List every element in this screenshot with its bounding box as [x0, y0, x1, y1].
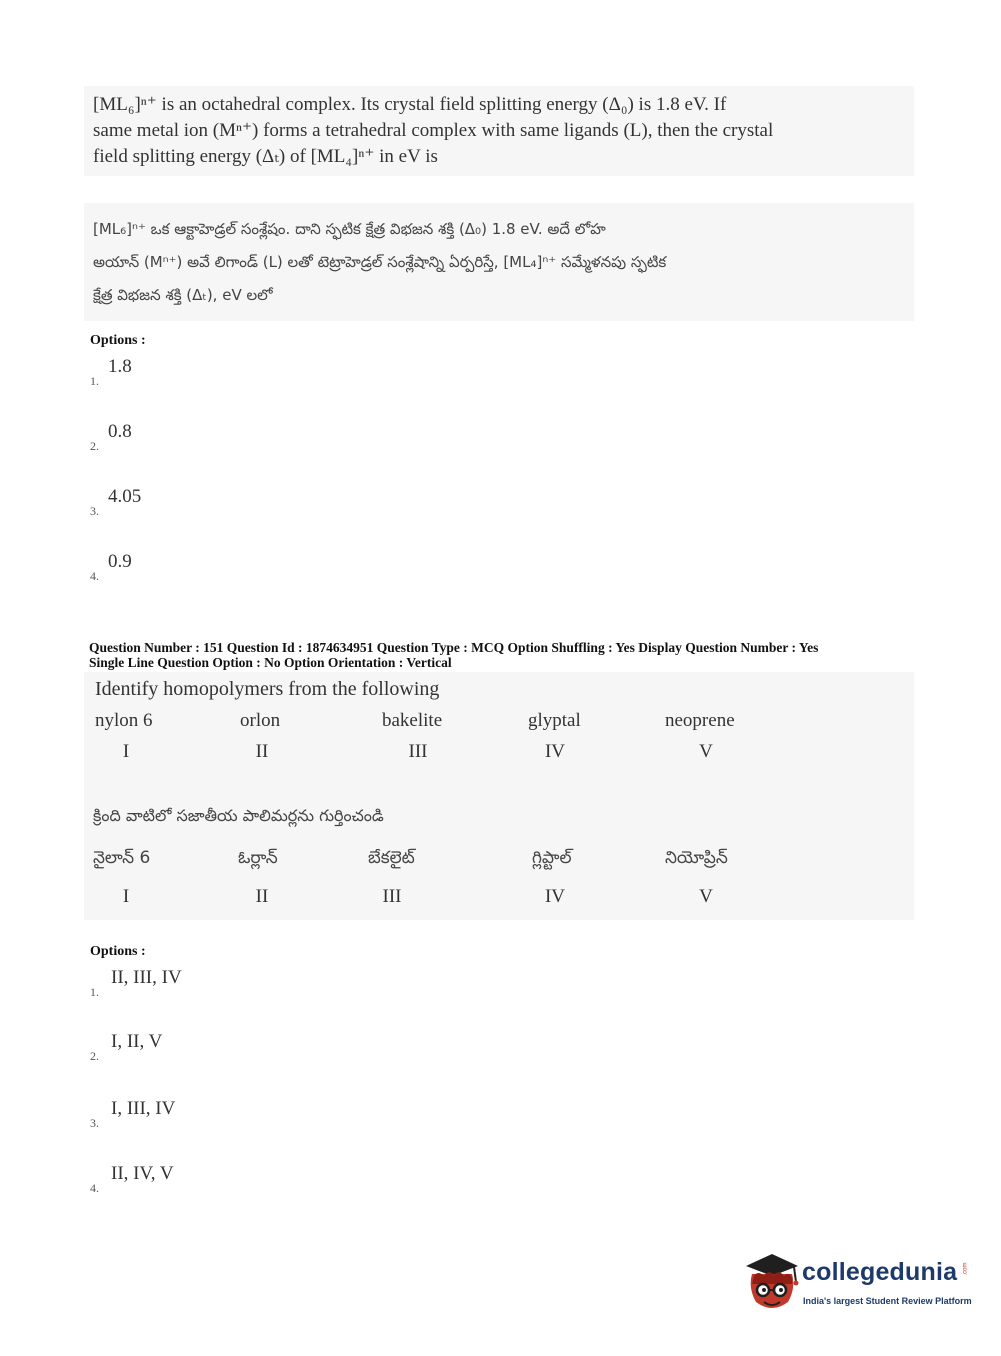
question2-telugu-polymer-row — [95, 848, 795, 876]
question2-polymer-row — [95, 710, 795, 738]
question2-meta-line: Single Line Question Option : No Option Orientation : Vertical — [89, 655, 452, 670]
question1-telugu-line: క్షేత్ర విభజన శక్తి (Δₜ), eV లలో — [93, 286, 273, 304]
question2-title: Identify homopolymers from the following — [95, 678, 440, 700]
polymer-name: orlon — [240, 710, 281, 731]
option-number: 4. — [90, 569, 99, 583]
question2-telugu-numeral-row — [95, 886, 795, 914]
option-value: I, II, V — [111, 1031, 163, 1052]
option-value: I, III, IV — [111, 1098, 176, 1119]
question2-meta-line: Question Number : 151 Question Id : 1874634951 Question Type : MCQ Option Shuffling : Yes Display Question Number : Yes — [89, 640, 819, 655]
polymer-name: neoprene — [665, 710, 735, 731]
polymer-name: bakelite — [382, 710, 443, 731]
polymer-name: nylon 6 — [95, 710, 153, 731]
question2-numeral-row — [95, 741, 795, 769]
question1-telugu-line: అయాన్ (Mⁿ⁺) అవే లిగాండ్ (L) లతో టెట్రాహెడ్రల్ సంశ్లేషాన్ని ఏర్పరిస్తే, [ML₄]ⁿ⁺ సమ్మేళనపు స్ఫటిక — [93, 253, 667, 271]
polymer-numeral: III — [408, 741, 428, 762]
brand-name: collegedunia — [802, 1258, 958, 1286]
option-number: 2. — [90, 439, 99, 453]
polymer-numeral: V — [699, 741, 713, 762]
question1-options-label: Options : — [90, 333, 146, 348]
option-value: II, IV, V — [111, 1163, 174, 1184]
question1-telugu-text — [93, 213, 883, 312]
question1-english-line: [ML₆]ⁿ⁺ is an octahedral complex. Its crystal field splitting energy (Δ₀) is 1.8 eV. If — [93, 94, 727, 115]
option-number: 4. — [90, 1181, 99, 1195]
option-number: 2. — [90, 1049, 99, 1063]
option-number: 3. — [90, 1116, 99, 1130]
option-number: 1. — [90, 374, 99, 388]
mascot-icon — [742, 1252, 802, 1318]
polymer-numeral: I — [122, 886, 130, 907]
polymer-numeral: I — [122, 741, 130, 762]
polymer-numeral: IV — [544, 741, 566, 762]
brand-suffix: .com — [962, 1262, 969, 1276]
option-value: 0.9 — [108, 551, 132, 572]
telugu-polymer-name: నియోప్రిన్ — [665, 848, 728, 868]
question1-telugu-line: [ML₆]ⁿ⁺ ఒక ఆక్టాహెడ్రల్ సంశ్లేషం. దాని స్ఫటిక క్షేత్ర విభజన శక్తి (Δ₀) 1.8 eV. అదే లోహ — [93, 220, 606, 238]
question2-options-label: Options : — [90, 944, 146, 959]
question1-english-line: same metal ion (Mⁿ⁺) forms a tetrahedral complex with same ligands (L), then the crystal — [93, 120, 774, 141]
telugu-polymer-name: బేకలైట్ — [368, 848, 415, 868]
polymer-name: glyptal — [528, 710, 581, 731]
telugu-polymer-name: గ్లిప్టాల్ — [532, 848, 572, 868]
option-value: II, III, IV — [111, 967, 182, 988]
polymer-numeral: III — [382, 886, 402, 907]
option-value: 0.8 — [108, 421, 132, 442]
polymer-numeral: V — [699, 886, 713, 907]
option-value: 4.05 — [108, 486, 142, 507]
option-number: 3. — [90, 504, 99, 518]
collegedunia-logo[interactable] — [742, 1252, 972, 1318]
option-value: 1.8 — [108, 356, 132, 377]
option-number: 1. — [90, 985, 99, 999]
question2-telugu-title: క్రింది వాటిలో సజాతీయ పాలిమర్లను గుర్తించండి — [93, 806, 384, 825]
telugu-polymer-name: నైలాన్ 6 — [93, 848, 151, 868]
telugu-polymer-name: ఓర్లాన్ — [238, 848, 278, 868]
polymer-numeral: II — [255, 741, 269, 762]
question2-meta — [89, 640, 969, 670]
polymer-numeral: IV — [544, 886, 566, 907]
brand-tagline: India's largest Student Review Platform — [803, 1296, 972, 1306]
question1-english-text — [93, 92, 883, 170]
question1-english-line: field splitting energy (Δₜ) of [ML₄]ⁿ⁺ in eV is — [93, 146, 438, 167]
polymer-numeral: II — [255, 886, 269, 907]
